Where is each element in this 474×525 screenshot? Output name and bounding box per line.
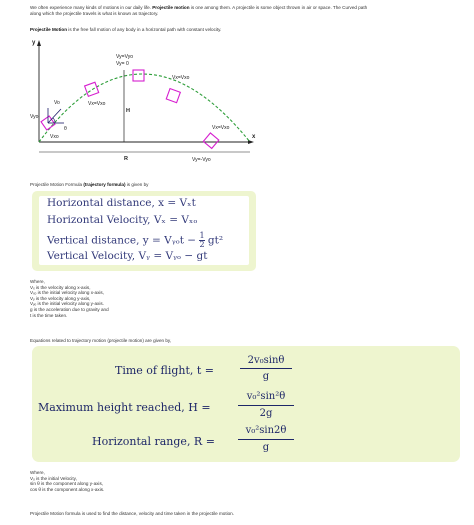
formula-intro-text: Projectile Motion Formula [30,182,84,187]
intro-text-rest: is one among them. A projectile is some object thrown in air or space. The Curved path [189,5,368,10]
equations-intro: Equations related to trajectory motion (projectile motion) are given by, [30,338,172,343]
where-item: Vₓₒ is the initial velocity along x-axis, [30,290,104,296]
formula-intro-post: is given by [125,182,149,187]
max-height-bar [238,405,294,406]
label-vx-right-top: Vx=Vxo [172,75,190,81]
label-theta: θ [64,126,67,132]
label-vx-mid: Vx=Vxo [88,101,106,107]
where-item: sin θ is the component along y-axis, [30,481,104,487]
projectile-square-rising [85,82,99,96]
formula-horizontal-velocity [47,214,197,226]
closing-line: Projectile Motion formula is used to find the distance, velocity and time taken in the projectile motion. [30,511,235,516]
horizontal-range-denominator: g [262,442,270,453]
where-item: g is the acceleration due to gravity and [30,306,109,312]
formula-expr: Vᵧ = Vᵧₒ − gt [138,250,208,262]
where-item: Vᵧₒ is the initial velocity along y-axis. [30,301,104,307]
formula-expr: y = Vᵧₒt − [142,234,197,247]
formula-fraction-half [199,232,204,249]
label-vyo-left: Vyo [30,114,39,120]
projectile-square-falling [166,89,180,103]
max-height-denominator: 2g [259,408,273,419]
time-of-flight-numerator: 2v₀sinθ [247,355,285,366]
trajectory-path [39,74,250,142]
formula-vertical-distance [47,232,223,249]
formula-expr: x = Vₓt [158,197,196,209]
max-height-label: Maximum height reached, H = [38,401,211,414]
max-height-numerator: v₀²sin²θ [246,391,286,402]
y-axis-label: y [32,40,36,46]
formula-vertical-velocity [47,250,207,262]
formula-intro-bold: (trajectory formula) [83,182,126,187]
definition-text: is the free fall motion of any body in a horizontal path with constant velocity. [67,27,222,32]
where-item: t is the time taken. [30,312,68,318]
horizontal-range-numerator: v₀²sin2θ [245,425,287,436]
projectile-diagram [28,34,268,166]
label-vx-top: Vy=Vyo [116,54,133,60]
formula-box-basic [32,191,256,271]
where-list-1 [30,279,109,318]
label-H: H [126,108,130,114]
formula-horizontal-distance [47,197,196,209]
where-item: Vₓ is the velocity along x-axis, [30,284,91,290]
where-list-2 [30,470,104,492]
intro-bold: Projectile motion [152,5,190,10]
x-axis-label: x [252,134,256,140]
formula-label: Horizontal Velocity, [47,214,151,226]
intro-text-line2: along which the projectile travels is what is known as trajectory. [30,10,159,16]
projectile-square-top [133,70,144,81]
label-vx-right: Vx=Vxo [212,125,230,131]
formula-label: Vertical distance, [47,234,140,247]
intro-text: We often experience many kinds of motions in our daily life. [30,5,153,10]
formula-box-trajectory [32,346,460,462]
y-axis-arrow [37,40,41,46]
time-of-flight-denominator: g [262,371,270,382]
time-of-flight-label: Time of flight, t = [115,364,215,377]
formula-intro [30,182,148,188]
time-of-flight-bar [240,368,292,369]
where-title: Where, [30,279,45,284]
label-vy-zero: Vy= 0 [116,61,129,67]
formula-label: Horizontal distance, [47,197,155,209]
where-item: cos θ is the component along x-axis. [30,486,105,492]
projectile-square-end [203,133,218,148]
formula-expr-tail: gt² [207,234,224,247]
x-axis-arrow [248,140,254,144]
where-item: Vᵧ is the velocity along y-axis, [30,295,91,301]
label-R: R [124,156,128,162]
label-vxo-bottom: Vxo [50,134,59,140]
fraction-numerator: 1 [199,231,205,240]
horizontal-range-bar [238,439,294,440]
where-title: Where, [30,470,45,475]
intro-paragraph [30,5,450,16]
definition-line [30,27,450,33]
label-v0: Vo [54,100,60,106]
horizontal-range-label: Horizontal range, R = [92,435,215,448]
label-vy-neg: Vy=-Vyo [192,157,211,163]
formula-box-basic-inner [39,196,249,265]
formula-label: Vertical Velocity, [47,250,136,262]
fraction-denominator: 2 [199,240,205,249]
definition-bold: Projectile Motion [30,27,68,32]
formula-expr: Vₓ = Vₓₒ [153,214,198,226]
where-item: Vₒ is the initial Velocity, [30,475,77,481]
